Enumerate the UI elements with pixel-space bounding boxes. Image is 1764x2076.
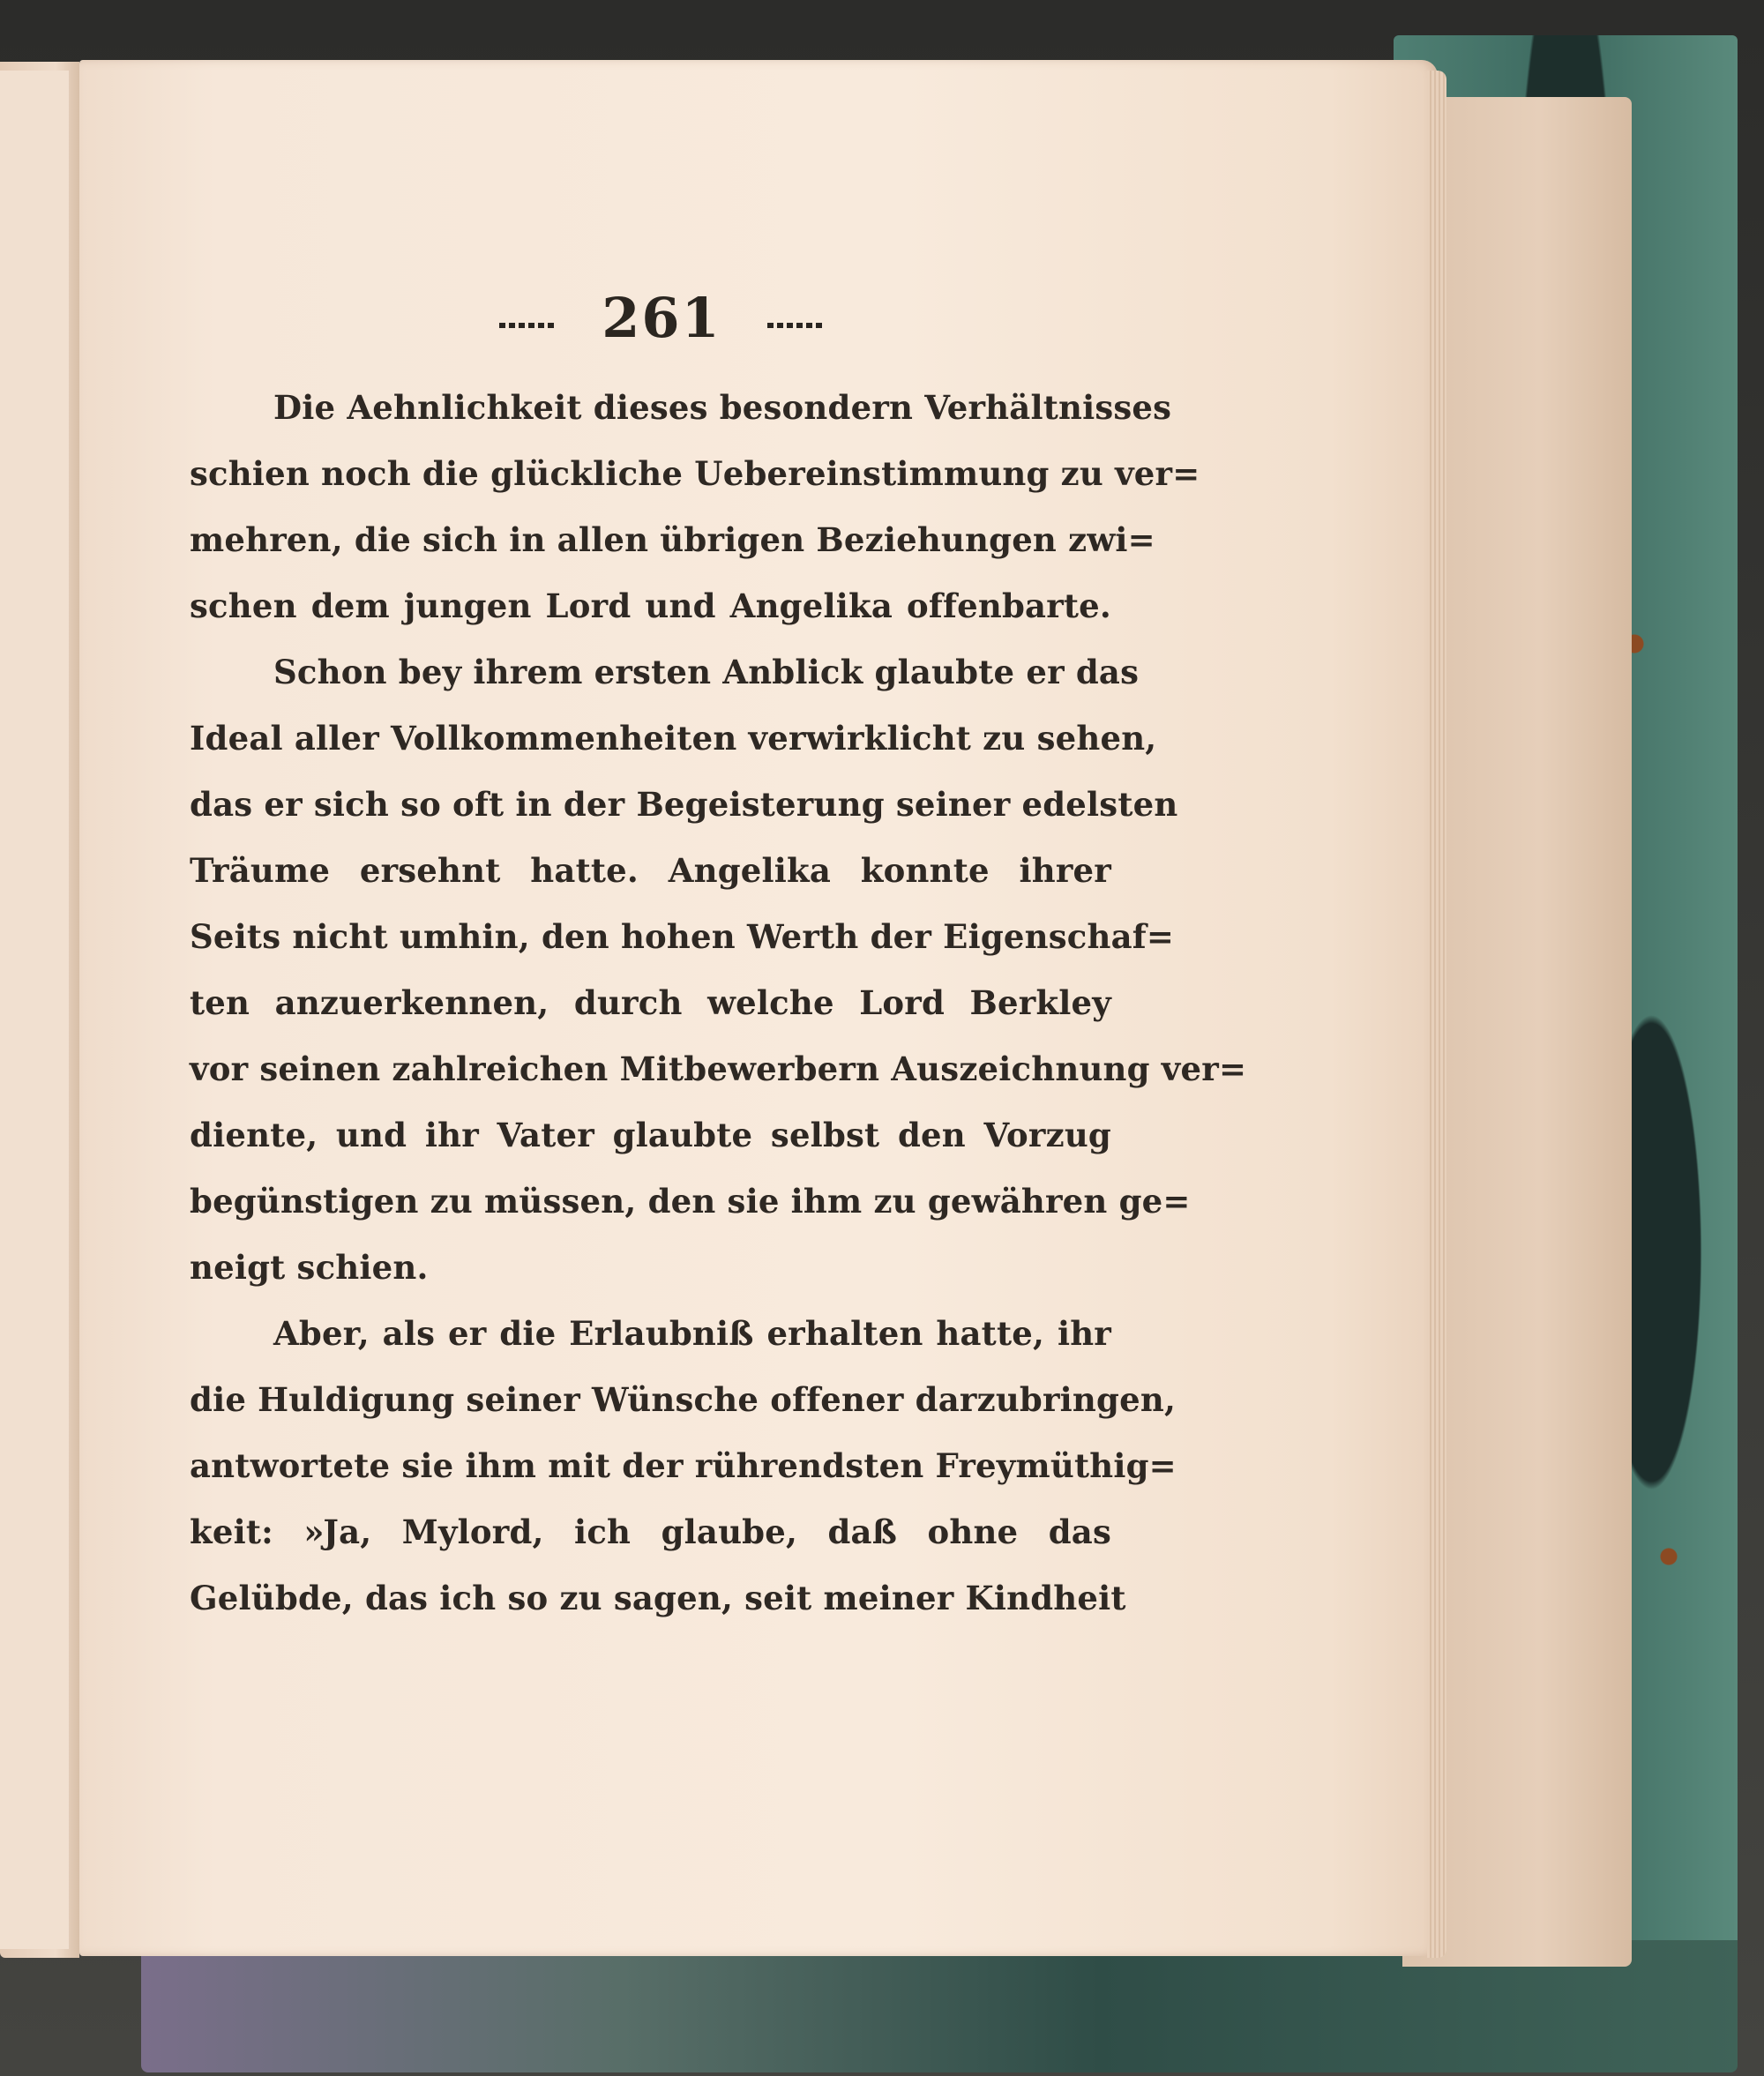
- header-ornament-right: [767, 323, 824, 328]
- header-ornament-left: [499, 323, 556, 328]
- text-line: schien noch die glückliche Uebereinstimmung zu ver=: [190, 454, 1200, 493]
- text-line: begünstigen zu müssen, den sie ihm zu gewähren ge=: [190, 1182, 1191, 1221]
- text-line: Aber, als er die Erlaubniß erhalten hatte, ihr: [273, 1314, 1111, 1353]
- text-line: ten anzuerkennen, durch welche Lord Berkley: [190, 983, 1111, 1022]
- page-number: 261: [602, 285, 721, 350]
- text-line: die Huldigung seiner Wünsche offener darzubringen,: [190, 1380, 1177, 1419]
- text-line: Träume ersehnt hatte. Angelika konnte ihrer: [190, 851, 1111, 890]
- text-line: keit: »Ja, Mylord, ich glaube, daß ohne das: [190, 1512, 1111, 1551]
- text-line: vor seinen zahlreichen Mitbewerbern Auszeichnung ver=: [190, 1049, 1247, 1088]
- page-header: [476, 282, 847, 353]
- left-page-inner: [0, 71, 69, 1949]
- text-line: Seits nicht umhin, den hohen Werth der Eigenschaf=: [190, 917, 1175, 956]
- body-text: [190, 375, 1247, 1632]
- text-line: Gelübde, das ich so zu sagen, seit meiner Kindheit: [190, 1579, 1126, 1617]
- text-line: antwortete sie ihm mit der rührendsten Freymüthig=: [190, 1446, 1177, 1485]
- text-line: Schon bey ihrem ersten Anblick glaubte er das: [273, 653, 1140, 691]
- text-line: neigt schien.: [190, 1248, 429, 1287]
- text-line: diente, und ihr Vater glaubte selbst den Vorzug: [190, 1116, 1111, 1154]
- text-line: Die Aehnlichkeit dieses besondern Verhältnisses: [273, 388, 1172, 427]
- text-line: schen dem jungen Lord und Angelika offenbarte.: [190, 586, 1111, 625]
- text-line: mehren, die sich in allen übrigen Beziehungen zwi=: [190, 520, 1155, 559]
- text-line: Ideal aller Vollkommenheiten verwirklicht zu sehen,: [190, 719, 1157, 758]
- text-line: das er sich so oft in der Begeisterung seiner edelsten: [190, 785, 1178, 824]
- page-edges: [1427, 71, 1446, 1958]
